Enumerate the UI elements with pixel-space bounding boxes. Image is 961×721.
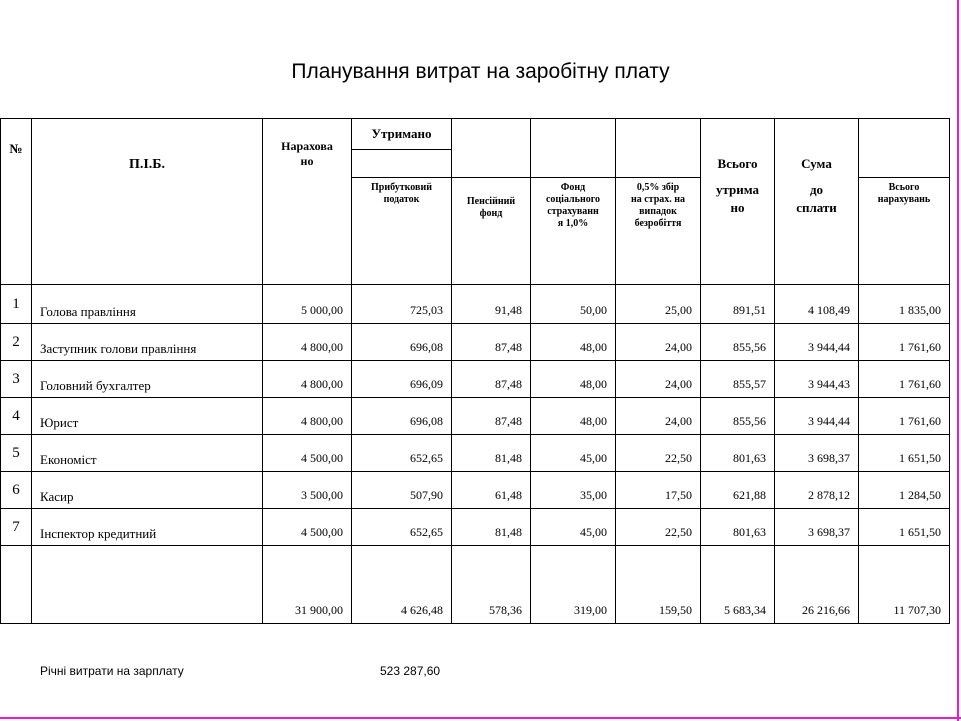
unemployment-value: 24,00	[616, 361, 701, 398]
unemployment-value: 25,00	[616, 285, 701, 324]
income-tax-value: 652,65	[352, 509, 452, 546]
page-title: Планування витрат на заробітну плату	[291, 60, 670, 83]
pension-value: 61,48	[452, 472, 531, 509]
total-to-pay: 26 216,66	[775, 546, 859, 624]
total-social: 319,00	[531, 546, 616, 624]
total-accruals-value: 1 835,00	[859, 285, 950, 324]
pension-value: 81,48	[452, 435, 531, 472]
header-to-pay: Сума до сплати	[775, 119, 859, 285]
table-row	[1, 361, 950, 398]
pension-value: 91,48	[452, 285, 531, 324]
header-income-tax: Прибутковий податок	[352, 178, 452, 285]
header-blank-pension	[452, 119, 531, 178]
accrued-value: 4 800,00	[263, 361, 352, 398]
total-accruals-value: 1 651,50	[859, 435, 950, 472]
to-pay-value: 3 944,44	[775, 398, 859, 435]
total-withheld: 5 683,34	[701, 546, 775, 624]
header-pension: Пенсійний фонд	[452, 178, 531, 285]
accrued-value: 5 000,00	[263, 285, 352, 324]
totals-blank-no	[1, 546, 32, 624]
accrued-value: 4 500,00	[263, 509, 352, 546]
employee-name: Заступник голови правління	[32, 324, 263, 361]
to-pay-value: 3 698,37	[775, 509, 859, 546]
pension-value: 87,48	[452, 324, 531, 361]
unemployment-value: 24,00	[616, 324, 701, 361]
accrued-value: 4 500,00	[263, 435, 352, 472]
employee-name: Голова правління	[32, 285, 263, 324]
total-accruals-value: 1 284,50	[859, 472, 950, 509]
row-number: 7	[1, 509, 32, 546]
to-pay-value: 3 944,44	[775, 324, 859, 361]
total-unemployment: 159,50	[616, 546, 701, 624]
row-number: 1	[1, 285, 32, 324]
total-pension: 578,36	[452, 546, 531, 624]
header-blank-social	[531, 119, 616, 178]
annual-cost-value: 523 287,60	[380, 664, 441, 678]
employee-name: Економіст	[32, 435, 263, 472]
header-name: П.І.Б.	[32, 119, 263, 285]
total-accruals-value: 1 761,60	[859, 361, 950, 398]
unemployment-value: 24,00	[616, 398, 701, 435]
total-withheld-value: 855,57	[701, 361, 775, 398]
header-total-accruals: Всього нарахувань	[859, 178, 950, 285]
total-withheld-value: 855,56	[701, 324, 775, 361]
pension-value: 87,48	[452, 361, 531, 398]
social-value: 45,00	[531, 435, 616, 472]
table-row	[1, 472, 950, 509]
total-accruals-value: 1 761,60	[859, 324, 950, 361]
total-accrued: 31 900,00	[263, 546, 352, 624]
social-value: 35,00	[531, 472, 616, 509]
social-value: 50,00	[531, 285, 616, 324]
total-accruals-value: 1 651,50	[859, 509, 950, 546]
income-tax-value: 696,08	[352, 324, 452, 361]
accrued-value: 3 500,00	[263, 472, 352, 509]
social-value: 45,00	[531, 509, 616, 546]
total-accruals: 11 707,30	[859, 546, 950, 624]
header-no: №	[1, 119, 32, 285]
total-withheld-value: 891,51	[701, 285, 775, 324]
social-value: 48,00	[531, 361, 616, 398]
employee-name: Юрист	[32, 398, 263, 435]
to-pay-value: 3 944,43	[775, 361, 859, 398]
unemployment-value: 22,50	[616, 509, 701, 546]
page-border-right	[957, 0, 959, 721]
totals-blank-name	[32, 546, 263, 624]
employee-name: Головний бухгалтер	[32, 361, 263, 398]
header-blank-unemp	[616, 119, 701, 178]
table-row	[1, 435, 950, 472]
header-accrued: Нарахова но	[263, 119, 352, 285]
row-number: 2	[1, 324, 32, 361]
annual-cost-label: Річні витрати на зарплату	[40, 664, 184, 678]
social-value: 48,00	[531, 324, 616, 361]
table-row	[1, 324, 950, 361]
employee-name: Касир	[32, 472, 263, 509]
row-number: 3	[1, 361, 32, 398]
income-tax-value: 725,03	[352, 285, 452, 324]
table-row	[1, 398, 950, 435]
header-blank-accruals	[859, 119, 950, 178]
pension-value: 81,48	[452, 509, 531, 546]
accrued-value: 4 800,00	[263, 398, 352, 435]
header-withheld-sub	[352, 150, 452, 178]
social-value: 48,00	[531, 398, 616, 435]
row-number: 6	[1, 472, 32, 509]
header-social: Фонд соціального страхуванн я 1,0%	[531, 178, 616, 285]
unemployment-value: 17,50	[616, 472, 701, 509]
row-number: 5	[1, 435, 32, 472]
income-tax-value: 696,08	[352, 398, 452, 435]
totals-row	[1, 546, 950, 624]
to-pay-value: 3 698,37	[775, 435, 859, 472]
income-tax-value: 652,65	[352, 435, 452, 472]
total-withheld-value: 855,56	[701, 398, 775, 435]
unemployment-value: 22,50	[616, 435, 701, 472]
income-tax-value: 507,90	[352, 472, 452, 509]
row-number: 4	[1, 398, 32, 435]
header-unemployment: 0,5% збір на страх. на випадок безробіття	[616, 178, 701, 285]
income-tax-value: 696,09	[352, 361, 452, 398]
pension-value: 87,48	[452, 398, 531, 435]
header-total-withheld: Всього утрима но	[701, 119, 775, 285]
employee-name: Інспектор кредитний	[32, 509, 263, 546]
header-withheld: Утримано	[352, 119, 452, 150]
table-row	[1, 509, 950, 546]
total-withheld-value: 801,63	[701, 435, 775, 472]
total-accruals-value: 1 761,60	[859, 398, 950, 435]
total-withheld-value: 621,88	[701, 472, 775, 509]
total-withheld-value: 801,63	[701, 509, 775, 546]
accrued-value: 4 800,00	[263, 324, 352, 361]
to-pay-value: 4 108,49	[775, 285, 859, 324]
to-pay-value: 2 878,12	[775, 472, 859, 509]
page-border-bottom	[0, 717, 961, 719]
table-row	[1, 285, 950, 324]
salary-table	[0, 118, 950, 624]
total-income-tax: 4 626,48	[352, 546, 452, 624]
